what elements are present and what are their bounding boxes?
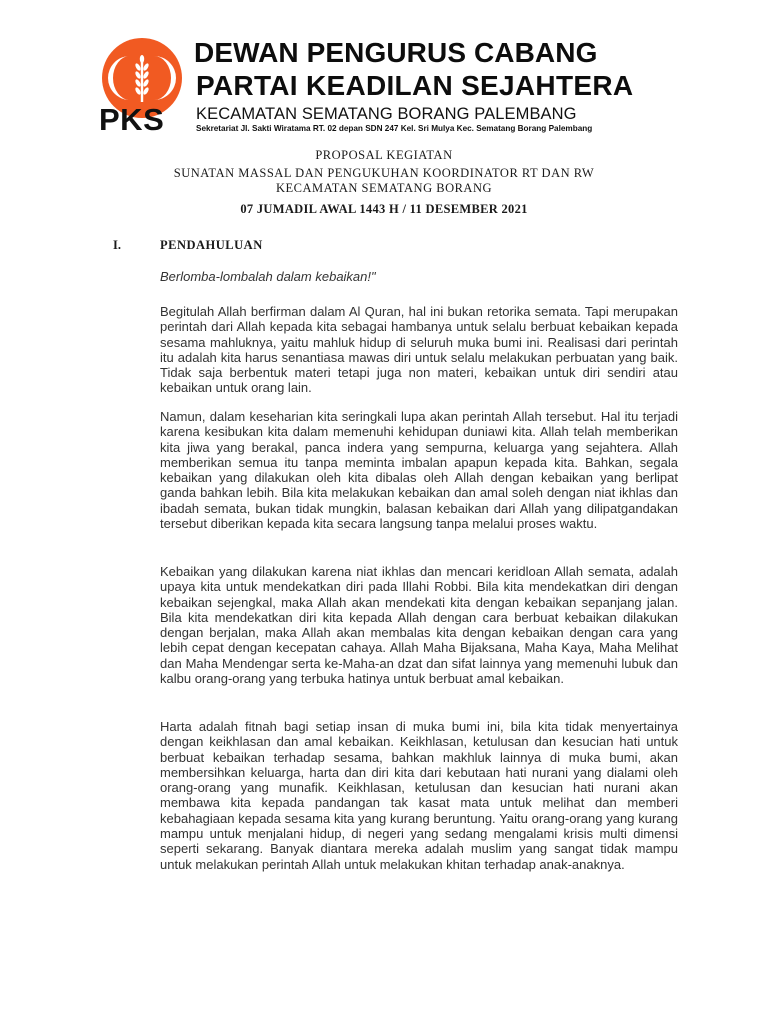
event-date: 07 JUMADIL AWAL 1443 H / 11 DESEMBER 2021 — [240, 202, 528, 216]
paragraph: Begitulah Allah berfirman dalam Al Quran, hal ini bukan retorika semata. Tapi merupakan perintah dari Allah kepada kita sebagai hambanya untuk selalu berbuat kebaikan kepada sesama mahluknya, yaitu mahluk hidup di seluruh muka bumi ini. Realisasi dari perintah itu adalah kita harus senantiasa mawas diri untuk selalu melakukan perbuatan yang baik. Tidak saja berbentuk materi tetapi juga non materi, kebaikan untuk diri sendiri atau kebaikan untuk orang lain. — [160, 304, 678, 396]
event-title-line2: KECAMATAN SEMATANG BORANG — [275, 181, 493, 195]
proposal-title: PROPOSAL KEGIATAN — [315, 148, 453, 162]
org-name-line2: PARTAI KEADILAN SEJAHTERA — [196, 70, 634, 101]
paragraph: Namun, dalam keseharian kita seringkali lupa akan perintah Allah tersebut. Hal itu terjadi karena kesibukan kita dalam memenuhi kehidupan duniawi kita. Allah telah memberikan kita jiwa yang berakal, panca indera yang sempurna, keluarga yang sejahtera. Allah memberikan semua itu tanpa meminta imbalan apapun kepada kita. Bahkan, segala kebaikan yang dilakukan oleh kita dibalas oleh Allah dengan kebaikan yang berlipat ganda bahkan lebih. Bila kita melakukan kebaikan dan amal soleh dengan niat ikhlas dan ibadah semata, bukan tidak mungkin, balasan kebaikan dari Allah yang dilipatgandakan tersebut diberikan kepada kita secara langsung tanpa melalui proses waktu. — [160, 409, 678, 532]
org-name-line1: DEWAN PENGURUS CABANG — [194, 37, 598, 68]
paragraph: Kebaikan yang dilakukan karena niat ikhlas dan mencari keridloan Allah semata, adalah upaya kita untuk mendekatkan diri pada Illahi Robbi. Bila kita mendekatkan diri dengan kebaikan sejengkal, maka Allah akan mendekati kita dengan kebaikan sepanjang jalan. Bila kita mendekatkan diri kita kepada Allah dengan cara berbuat kebaikan dilakukan dengan berjalan, maka Allah akan membalas kita dengan kebaikan dengan cara yang lebih cepat dengan kecepatan cahaya. Allah Maha Bijaksana, Maha Kaya, Maha Melihat dan Maha Mendengar serta ke-Maha-an dzat dan sifat lainnya yang memenuhi lubuk dan kalbu orang-orang yang terbuka hatinya untuk berbuat amal kebaikan. — [160, 564, 678, 687]
org-address: Sekretariat Jl. Sakti Wiratama RT. 02 depan SDN 247 Kel. Sri Mulya Kec. Sematang Borang Palembang — [196, 124, 593, 133]
section-number: I. — [113, 238, 121, 252]
logo-wordmark: PKS — [99, 102, 165, 137]
paragraph: Harta adalah fitnah bagi setiap insan di muka bumi ini, bila kita tidak menyertainya dengan keikhlasan dan amal kebaikan. Keikhlasan, ketulusan dan kesucian hati untuk berbuat kebaikan terhadap sesama, bahkan makhluk lainnya di muka bumi, akan membersihkan keluarga, harta dan diri kita dari kebutaan hati nurani yang dialami oleh orang-orang yang munafik. Keikhlasan, ketulusan dan kesucian hati nurani akan membawa kita kepada pandangan tak kasat mata untuk melihat dan memberi kebahagiaan kepada sesama kita yang kurang beruntung. Yaitu orang-orang yang kurang mampu untuk menjalani hidup, di negeri yang sedang mengalami krisis multi dimensi seperti sekarang. Banyak diantara mereka adalah muslim yang sangat tidak mampu untuk melakukan perintah Allah untuk melakukan khitan terhadap anak-anaknya. — [160, 719, 678, 872]
event-title-line1: SUNATAN MASSAL DAN PENGUKUHAN KOORDINATOR RT DAN RW — [173, 166, 595, 180]
pks-logo — [98, 36, 188, 137]
letterhead — [98, 36, 673, 136]
opening-quote: Berlomba-lombalah dalam kebaikan!" — [160, 269, 376, 284]
org-district: KECAMATAN SEMATANG BORANG PALEMBANG — [196, 105, 577, 123]
section-title: PENDAHULUAN — [160, 238, 263, 252]
